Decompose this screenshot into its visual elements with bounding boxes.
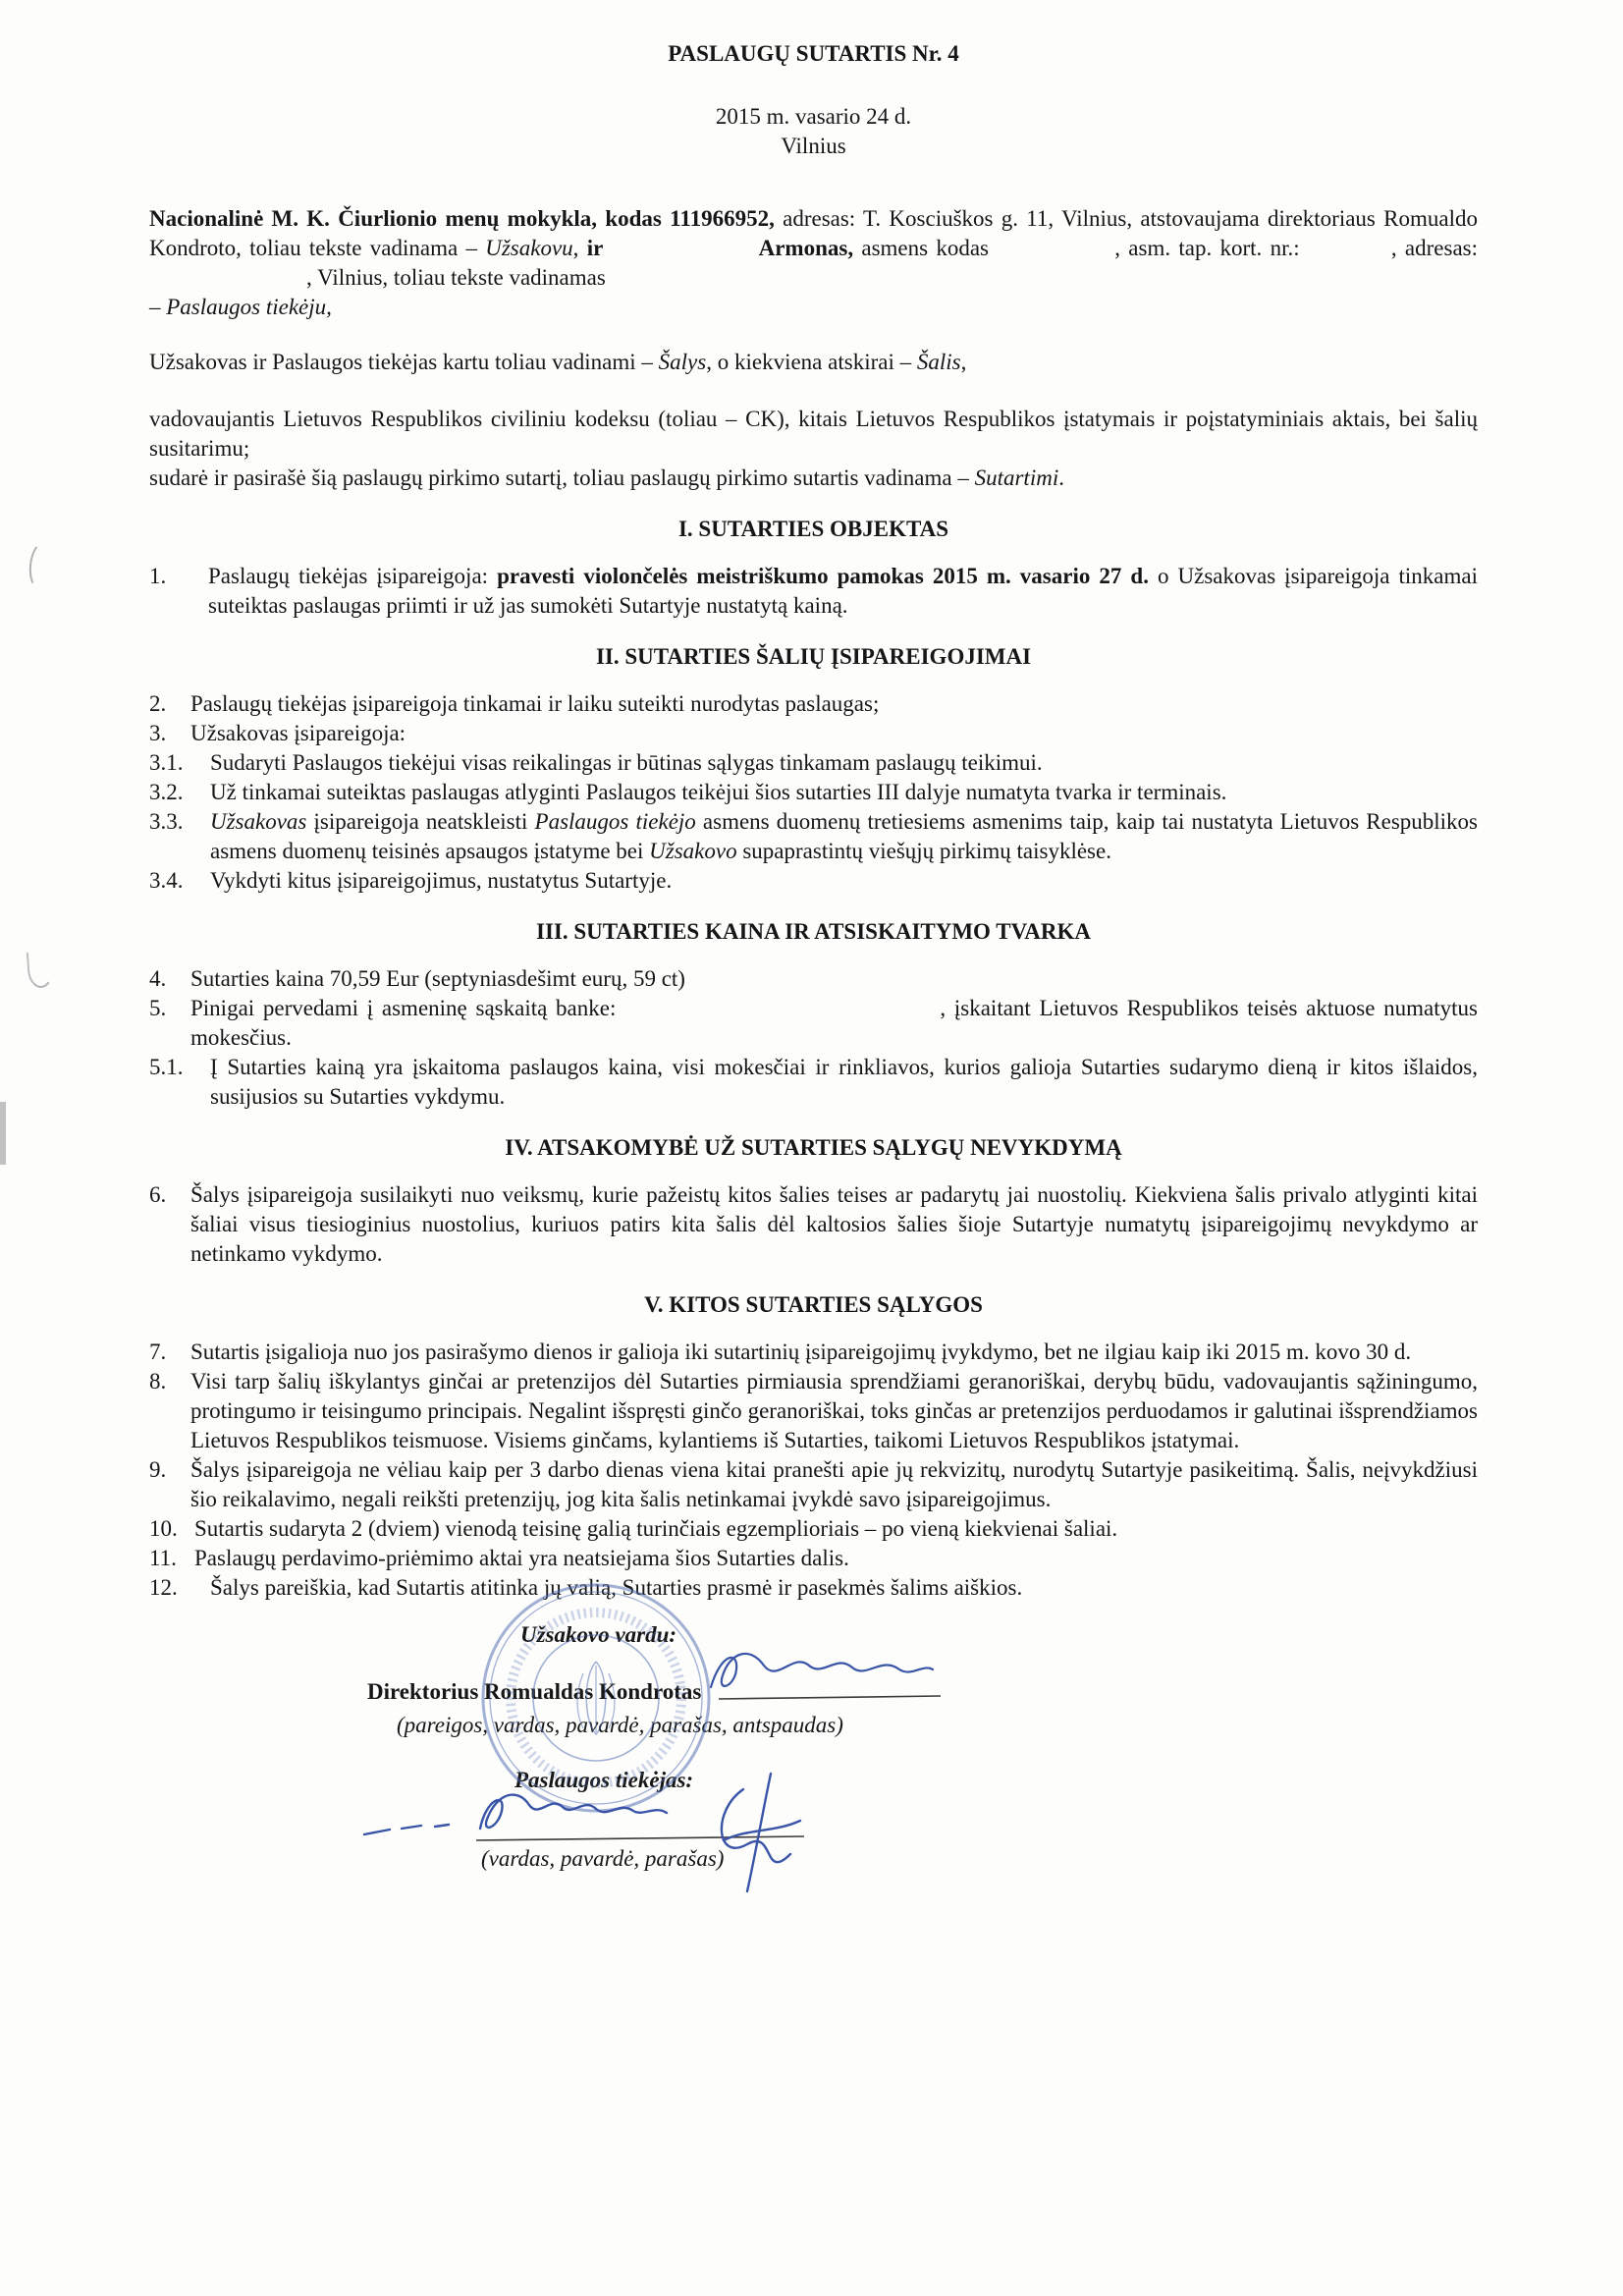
item-text: Į Sutarties kainą yra įskaitoma paslaugos kaina, visi mokesčiai ir rinkliavos, kurios galioja Sutarties sudarymo dieną ir kitos išlaidos, susijusios su Sutarties vykdymu. bbox=[210, 1055, 1478, 1109]
provider-signature bbox=[351, 1772, 861, 1909]
item-9 bbox=[149, 1455, 1478, 1514]
item-text: Šalys pareiškia, kad Sutartis atitinka jų valią, Sutarties prasmė ir pasekmės šalims aiškios. bbox=[210, 1575, 1023, 1600]
section-3-heading: III. SUTARTIES KAINA IR ATSISKAITYMO TVARKA bbox=[536, 919, 1091, 944]
item-number: 6. bbox=[149, 1182, 167, 1207]
item-text: Šalys įsipareigoja susilaikyti nuo veiksmų, kurie pažeistų kitos šalies teises ar padarytų jai nuostolių. Kiekviena šalis privalo atlyginti kitai šaliai visus tiesioginius nuostolius, kuriuos patirs kita šalis dėl kaltosios šalies šioje Sutartyje numatytų įsipareigojimų nevykdymo ar netinkamo vykdymo. bbox=[190, 1182, 1478, 1266]
item-text: Vykdyti kitus įsipareigojimus, nustatytus Sutartyje. bbox=[210, 868, 673, 893]
item-number: 3.1. bbox=[149, 750, 184, 775]
item-3-3 bbox=[149, 807, 1478, 866]
item-text: Užsakovas įsipareigoja neatskleisti Paslaugos tiekėjo asmens duomenų tretiesiems asmenims taip, kaip tai nustatyta Lietuvos Respublikos asmens duomenų teisinės apsaugos įstatyme bei Užsakovo supaprastintų viešųjų pirkimų taisyklėse. bbox=[210, 809, 1478, 863]
item-text: Paslaugų perdavimo-priėmimo aktai yra neatsiejama šios Sutarties dalis. bbox=[194, 1546, 849, 1570]
item-number: 5.1. bbox=[149, 1055, 184, 1079]
item-number: 10. bbox=[149, 1516, 178, 1541]
item-text: Paslaugų tiekėjas įsipareigoja: pravesti violončelės meistriškumo pamokas 2015 m. vasario 27 d. o Užsakovas įsipareigoja tinkamai suteiktas paslaugas priimti ir už jas sumokėti Sutartyje nustatytą kainą. bbox=[208, 564, 1478, 618]
item-text: Sudaryti Paslaugos tiekėjui visas reikalingas ir būtinas sąlygas tinkamam paslaugų teikimui. bbox=[210, 750, 1043, 775]
item-number: 8. bbox=[149, 1369, 167, 1394]
scan-artifact bbox=[0, 1102, 6, 1165]
preamble-paragraph: vadovaujantis Lietuvos Respublikos civiliniu kodeksu (toliau – CK), kitais Lietuvos Respublikos įstatymais ir poįstatyminiais aktais, bei šalių susitarimu; sudarė ir pasirašė šią paslaugų pirkimo sutartį, toliau paslaugų pirkimo sutartis vadinama – Sutartimi. bbox=[149, 407, 1478, 490]
item-text: Pinigai pervedami į asmeninę sąskaitą banke: , įskaitant Lietuvos Respublikos teisės aktuose numatytus mokesčius. bbox=[190, 996, 1478, 1050]
director-signature bbox=[699, 1636, 945, 1707]
item-7 bbox=[149, 1338, 1478, 1367]
item-5-1 bbox=[149, 1053, 1478, 1112]
item-text: Sutartis sudaryta 2 (dviem) vienodą teisinę galią turinčiais egzemplioriais – po vieną kiekvienai šaliai. bbox=[194, 1516, 1118, 1541]
signature-area bbox=[149, 1616, 1478, 2147]
section-1-heading: I. SUTARTIES OBJEKTAS bbox=[677, 517, 949, 541]
uzsakovo-vardu-label: Užsakovo vardu: bbox=[520, 1622, 677, 1647]
item-text: Sutarties kaina 70,59 Eur (septyniasdešimt eurų, 59 ct) bbox=[190, 966, 685, 991]
director-caption: (pareigos, vardas, pavardė, parašas, antspaudas) bbox=[397, 1713, 843, 1737]
document-date: 2015 m. vasario 24 d. bbox=[715, 104, 912, 129]
item-2 bbox=[149, 689, 1478, 719]
definitions-paragraph: Užsakovas ir Paslaugos tiekėjas kartu toliau vadinami – Šalys, o kiekviena atskirai – Šalis, bbox=[149, 350, 967, 374]
document-city: Vilnius bbox=[781, 134, 846, 158]
item-3-1 bbox=[149, 748, 1478, 778]
item-number: 3.2. bbox=[149, 780, 184, 804]
item-6 bbox=[149, 1180, 1478, 1269]
item-number: 7. bbox=[149, 1339, 167, 1364]
document-title: PASLAUGŲ SUTARTIS Nr. 4 bbox=[668, 41, 959, 66]
item-3-4 bbox=[149, 866, 1478, 896]
provider-caption: (vardas, pavardė, parašas) bbox=[481, 1846, 725, 1871]
item-5 bbox=[149, 994, 1478, 1053]
item-10 bbox=[149, 1514, 1478, 1544]
item-number: 5. bbox=[149, 996, 167, 1020]
item-text: Sutartis įsigalioja nuo jos pasirašymo dienos ir galioja iki sutartinių įsipareigojimų įvykdymo, bet ne ilgiau kaip iki 2015 m. kovo 30 d. bbox=[190, 1339, 1412, 1364]
section-2-heading: II. SUTARTIES ŠALIŲ ĮSIPAREIGOJIMAI bbox=[595, 644, 1032, 669]
item-text: Už tinkamai suteiktas paslaugas atlyginti Paslaugos teikėjui šios sutarties III dalyje numatyta tvarka ir terminais. bbox=[210, 780, 1227, 804]
item-number: 11. bbox=[149, 1546, 177, 1570]
item-text: Paslaugų tiekėjas įsipareigoja tinkamai ir laiku suteikti nurodytas paslaugas; bbox=[190, 691, 880, 716]
item-11 bbox=[149, 1544, 1478, 1573]
item-1 bbox=[149, 562, 1478, 621]
item-number: 1. bbox=[149, 564, 167, 588]
item-3 bbox=[149, 719, 1478, 748]
item-4 bbox=[149, 964, 1478, 994]
item-12 bbox=[149, 1573, 1478, 1603]
parties-paragraph: Nacionalinė M. K. Čiurlionio menų mokykla, kodas 111966952, adresas: T. Kosciuškos g. 11, Vilnius, atstovaujama direktoriaus Romualdo Kondroto, toliau tekste vadinama – Užsakovu, ir Armonas, asmens kodas , asm. tap. kort. nr.: , adresas: , Vilnius, toliau tekste vadinamas – Paslaugos tiekėju, bbox=[149, 206, 1479, 319]
item-number: 3.4. bbox=[149, 868, 184, 893]
item-number: 2. bbox=[149, 691, 167, 716]
item-number: 3.3. bbox=[149, 809, 184, 834]
item-text: Užsakovas įsipareigoja: bbox=[190, 721, 406, 745]
item-text: Visi tarp šalių iškylantys ginčai ar pretenzijos dėl Sutarties pirmiausia sprendžiami geranoriškai, derybų būdu, vadovaujantis sąžiningumo, protingumo ir teisingumo principais. Negalint išspręsti ginčo geranoriškai, toks ginčas ar pretenzijos perduodamos ir galutinai išsprendžiamos Lietuvos Respublikos teismuose. Visiems ginčams, kylantiems iš Sutarties, taikomi Lietuvos Respublikos įstatymai. bbox=[190, 1369, 1478, 1452]
item-number: 4. bbox=[149, 966, 167, 991]
item-3-2 bbox=[149, 778, 1478, 807]
item-8 bbox=[149, 1367, 1478, 1455]
director-name-line: Direktorius Romualdas Kondrotas bbox=[367, 1679, 702, 1704]
item-number: 9. bbox=[149, 1457, 167, 1482]
item-number: 12. bbox=[149, 1575, 178, 1600]
section-5-heading: V. KITOS SUTARTIES SĄLYGOS bbox=[644, 1292, 983, 1317]
item-text: Šalys įsipareigoja ne vėliau kaip per 3 darbo dienas viena kitai pranešti apie jų rekvizitų, nurodytų Sutartyje pasikeitimą. Šalis, neįvykdžiusi šio reikalavimo, negali reikšti pretenzijų, jog kita šalis netinkamai įvykdė savo įsipareigojimus. bbox=[190, 1457, 1478, 1511]
provider-label: Paslaugos tiekėjas: bbox=[514, 1768, 694, 1792]
section-4-heading: IV. ATSAKOMYBĖ UŽ SUTARTIES SĄLYGŲ NEVYKDYMĄ bbox=[505, 1135, 1122, 1160]
item-number: 3. bbox=[149, 721, 167, 745]
